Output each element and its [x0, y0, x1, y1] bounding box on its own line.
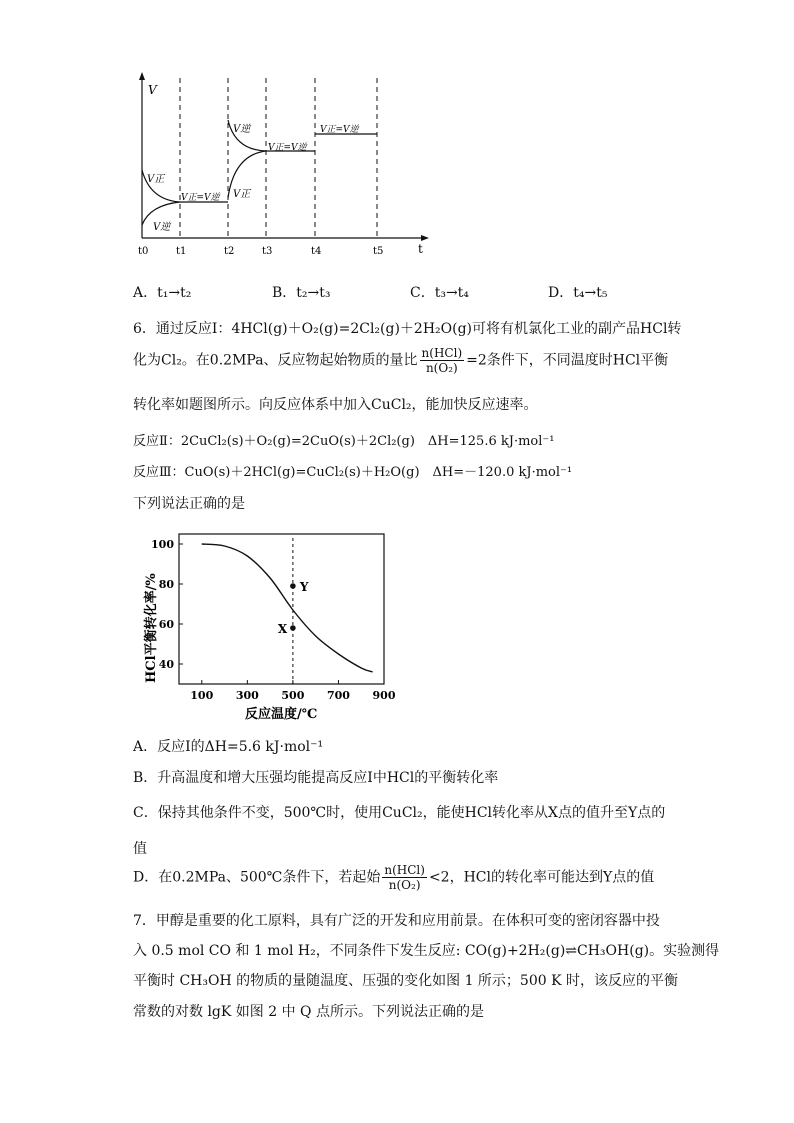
x-tick-label-900: 900	[372, 689, 396, 702]
plot-frame	[179, 534, 384, 684]
q7-stem-line1: 7．甲醇是重要的化工原料，具有广泛的开发和应用前景。在体积可变的密闭容器中投	[133, 913, 660, 929]
time-dividers	[180, 78, 377, 238]
q5-option-d: D．t₄→t₅	[548, 285, 608, 301]
label-v-reverse-a: V逆	[153, 222, 171, 233]
svg-text:t4: t4	[311, 246, 322, 257]
time-tick-labels	[138, 246, 383, 257]
y-tick-label-40: 40	[158, 658, 174, 671]
q7-stem-line3: 平衡时 CH₃OH 的物质的量随温度、压强的变化如图 1 所示；500 K 时，该反应的平衡	[133, 973, 679, 989]
x-axis-arrow	[421, 235, 429, 241]
ratio-fraction: $\frac{\text{n(HCl)}}{\text{n(O₂)}}$	[421, 346, 463, 375]
svg-text:t0: t0	[138, 246, 149, 257]
label-eq-a: V正=V逆	[181, 193, 220, 203]
svg-text:t5: t5	[373, 246, 384, 257]
q5-option-b: B．t₂→t₃	[272, 285, 331, 301]
q6-prompt: 下列说法正确的是	[133, 496, 245, 512]
q6-stem-line1: 6．通过反应Ⅰ：4HCl(g)＋O₂(g)=2Cl₂(g)＋2H₂O(g)可将有机氯化工业的副产品HCl转	[133, 321, 682, 337]
chart-ylabel: HCl平衡转化率/%	[144, 573, 159, 683]
svg-text:t2: t2	[224, 246, 235, 257]
point-label-x: X	[277, 622, 288, 636]
point-y	[290, 583, 296, 589]
x-tick-label-300: 300	[235, 689, 259, 702]
label-eq-b: V正=V逆	[268, 143, 307, 153]
y-axis-label: V	[148, 83, 157, 97]
x-tick-label-500: 500	[281, 689, 305, 702]
q5-option-c: C．t₃→t₄	[410, 285, 469, 301]
rate-time-graph	[130, 70, 430, 260]
x-tick-label-100: 100	[190, 689, 214, 702]
point-x	[290, 625, 296, 631]
q6-option-c-line2: 值	[133, 841, 147, 857]
label-eq-c: V正=V逆	[320, 125, 359, 135]
q7-stem-line4: 常数的对数 lgK 如图 2 中 Q 点所示。下列说法正确的是	[133, 1004, 484, 1020]
q5-option-a: A．t₁→t₂	[133, 285, 192, 301]
svg-text:t3: t3	[262, 246, 273, 257]
x-tick-label-700: 700	[326, 689, 350, 702]
chart-xlabel: 反应温度/℃	[245, 707, 318, 722]
q6-option-a: A．反应Ⅰ的ΔH=5.6 kJ·mol⁻¹	[133, 739, 324, 755]
q6-stem-line2: 化为Cl₂。在0.2MPa、反应物起始物质的量比 $\frac{\text{n(HCl)}}{\text{n(O₂)}}$ =2条件下，不同温度时HCl平衡	[133, 346, 669, 375]
q6-option-c-line1: C．保持其他条件不变，500℃时，使用CuCl₂，能使HCl转化率从X点的值升至Y点的	[133, 805, 666, 821]
reaction-2: 反应Ⅱ：2CuCl₂(s)＋O₂(g)=2CuO(s)＋2Cl₂(g) ΔH=125.6 kJ·mol⁻¹	[133, 434, 555, 449]
conversion-curve	[202, 544, 373, 672]
label-v-forward-a: V正	[147, 174, 165, 185]
q6-option-b: B．升高温度和增大压强均能提高反应Ⅰ中HCl的平衡转化率	[133, 770, 499, 786]
svg-text:t1: t1	[176, 246, 187, 257]
point-label-y: Y	[299, 580, 309, 594]
y-tick-label-60: 60	[158, 618, 174, 631]
hcl-conversion-chart	[133, 528, 403, 723]
reaction-3: 反应Ⅲ：CuO(s)＋2HCl(g)=CuCl₂(s)＋H₂O(g) ΔH=－120.0 kJ·mol⁻¹	[133, 465, 573, 480]
label-v-forward-b: V正	[233, 189, 251, 200]
q6-stem-line3: 转化率如题图所示。向反应体系中加入CuCl₂，能加快反应速率。	[133, 397, 538, 413]
q6-option-d: D．在0.2MPa、500℃条件下，若起始 $\frac{\text{n(HCl)}}{\text{n(O₂)}}$ <2，HCl的转化率可能达到Y点的值	[133, 863, 655, 892]
ratio-fraction-d: $\frac{\text{n(HCl)}}{\text{n(O₂)}}$	[384, 863, 425, 892]
y-axis-arrow	[139, 72, 145, 80]
y-tick-label-80: 80	[158, 578, 174, 591]
q7-stem-line2: 入 0.5 mol CO 和 1 mol H₂，不同条件下发生反应: CO(g)+2H₂(g)⇌CH₃OH(g)。实验测得	[133, 943, 720, 959]
label-v-reverse-b: V逆	[233, 124, 251, 135]
x-axis-label: t	[418, 242, 423, 256]
y-tick-label-100: 100	[151, 538, 174, 551]
